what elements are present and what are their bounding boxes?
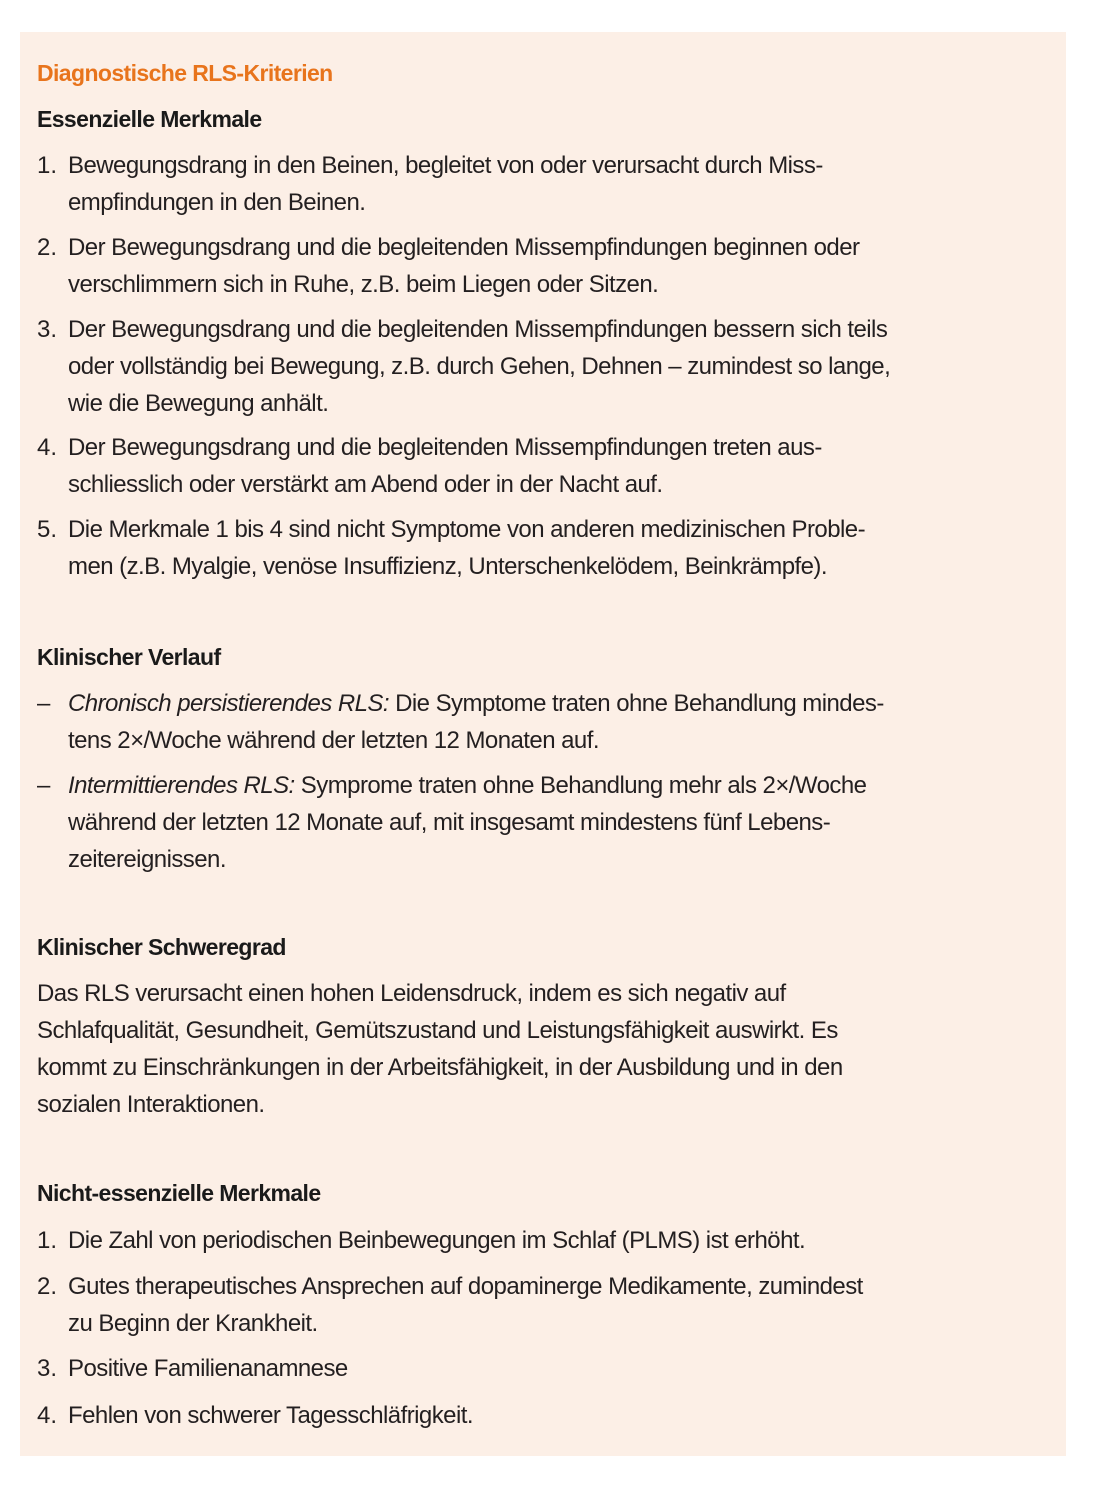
item-line: Bewegungsdrang in den Beinen, begleitet von oder verursacht durch Miss-: [68, 152, 823, 179]
paragraph-line: sozialen Interaktionen.: [37, 1091, 265, 1118]
item-number: 2.: [37, 234, 58, 261]
item-line: wie die Bewegung anhält.: [68, 390, 329, 417]
item-line: verschlimmern sich in Ruhe, z.B. beim Liegen oder Sitzen.: [68, 271, 659, 298]
item-number: 3.: [37, 1355, 58, 1382]
heading-severity: Klinischer Schweregrad: [37, 934, 286, 960]
item-line: Gutes therapeutisches Ansprechen auf dopaminerge Medikamente, zumindest: [68, 1273, 863, 1300]
item-line: schliesslich oder verstärkt am Abend oder in der Nacht auf.: [68, 471, 663, 498]
item-line: Positive Familienanamnese: [68, 1355, 348, 1382]
item-line: [68, 772, 866, 800]
item-line: Die Zahl von periodischen Beinbewegungen im Schlaf (PLMS) ist erhöht.: [68, 1227, 806, 1254]
item-line: Die Merkmale 1 bis 4 sind nicht Symptome von anderen medizinischen Proble-: [68, 516, 866, 543]
dash-bullet: –: [37, 690, 51, 717]
item-number: 4.: [37, 1402, 58, 1429]
paragraph-line: Schlafqualität, Gesundheit, Gemütszustand und Leistungsfähigkeit auswirkt. Es: [37, 1017, 838, 1044]
item-line: men (z.B. Myalgie, venöse Insuffizienz, Unterschenkelödem, Beinkrämpfe).: [68, 553, 827, 580]
heading-nonessential: Nicht-essenzielle Merkmale: [37, 1180, 321, 1206]
dash-bullet: –: [37, 772, 51, 799]
item-line: Der Bewegungsdrang und die begleitenden Missempfindungen beginnen oder: [68, 234, 860, 261]
item-number: 4.: [37, 434, 58, 461]
heading-course: Klinischer Verlauf: [37, 644, 221, 670]
paragraph-line: kommt zu Einschränkungen in der Arbeitsfähigkeit, in der Ausbildung und in den: [37, 1054, 843, 1081]
item-line: Der Bewegungsdrang und die begleitenden Missempfindungen treten aus-: [68, 434, 822, 461]
heading-essential: Essenzielle Merkmale: [37, 106, 262, 132]
course-text: Die Symptome traten ohne Behandlung mindes-: [389, 690, 884, 717]
paragraph-line: Das RLS verursacht einen hohen Leidensdruck, indem es sich negativ auf: [37, 980, 786, 1007]
item-line: [68, 690, 884, 718]
item-number: 1.: [37, 152, 58, 179]
course-text: Symprome traten ohne Behandlung mehr als 2×/Woche: [294, 772, 867, 799]
item-number: 5.: [37, 516, 58, 543]
item-line: empfindungen in den Beinen.: [68, 189, 366, 216]
course-term: Chronisch persistierendes RLS:: [68, 690, 389, 717]
item-line: Fehlen von schwerer Tagesschläfrigkeit.: [68, 1402, 473, 1429]
item-line: zeitereignissen.: [68, 846, 226, 873]
box-title: Diagnostische RLS-Kriterien: [37, 60, 333, 86]
item-line: tens 2×/Woche während der letzten 12 Monaten auf.: [68, 727, 599, 754]
item-line: oder vollständig bei Bewegung, z.B. durch Gehen, Dehnen – zumindest so lange,: [68, 353, 891, 380]
item-line: während der letzten 12 Monate auf, mit insgesamt mindestens fünf Lebens-: [68, 809, 831, 836]
item-number: 2.: [37, 1273, 58, 1300]
item-number: 1.: [37, 1227, 58, 1254]
item-line: Der Bewegungsdrang und die begleitenden Missempfindungen bessern sich teils: [68, 316, 888, 343]
course-term: Intermittierendes RLS:: [68, 772, 295, 799]
item-number: 3.: [37, 316, 58, 343]
item-line: zu Beginn der Krankheit.: [68, 1310, 318, 1337]
